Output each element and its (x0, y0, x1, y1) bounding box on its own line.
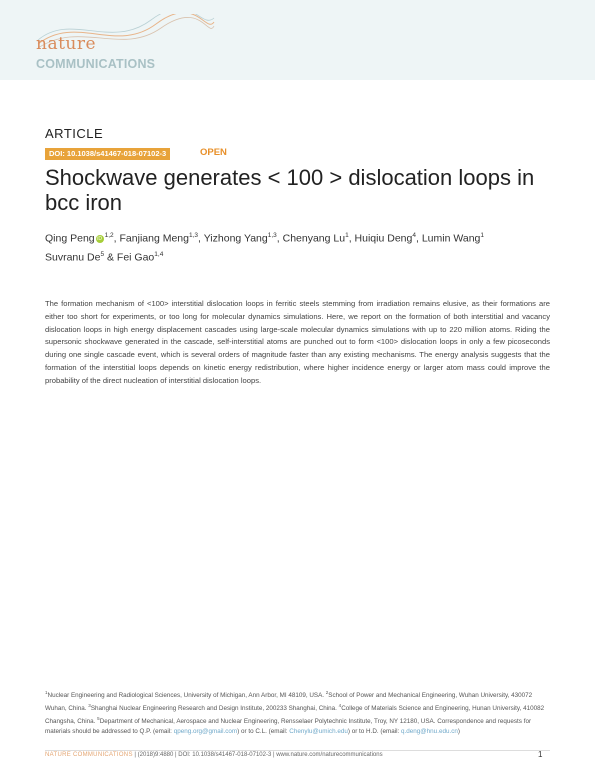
open-access-label: OPEN (200, 147, 227, 158)
footer-citation: | (2018)9:4880 | DOI: 10.1038/s41467-018-07102-3 | www.nature.com/naturecommunications (132, 752, 383, 758)
author-affiliation-sup: 1,3 (188, 232, 199, 239)
abstract-text: The formation mechanism of <100> interstitial dislocation loops in ferritic steels stemming from irradiation remains elusive, as their formations are either too short for experiments, or too long for molecular dynamics simulations. Here, we report on the formation of both interstitial and vacancy dislocation loops in high energy displacement cascades using large-scale molecular dynamics simulations with up to 220 million atoms. Riding the supersonic shockwave generated in the cascade, self-interstitial atoms are punched out to form <100> dislocation loops in only a few picoseconds during one single cascade event, which is several orders of magnitude faster than any existing mechanisms. The energy analysis suggests that the formation of the interstitial loops depends on kinetic energy redistribution, where higher incidence energy or larger atom mass could improve the probability of the direct nucleation of interstitial dislocation loops. (45, 299, 550, 385)
article-title: Shockwave generates < 100 > dislocation loops in bcc iron (45, 165, 535, 215)
correspondence-text: ) or to C.L. (email: (237, 727, 290, 735)
author-affiliation-sup: 1 (480, 232, 484, 239)
affil-4: College of Materials Science and Engineering, Hunan University, 410082 Changsha, China. (45, 704, 545, 725)
footer-divider (45, 750, 550, 751)
affil-5: Department of Mechanical, Aerospace and Nuclear Engineering, Rensselaer Polytechnic Institute, Troy, NY 12180, USA. (99, 717, 438, 725)
email-link-1[interactable]: qpeng.org@gmail.com (173, 727, 238, 735)
logo-nature-text: nature (36, 34, 97, 54)
author-name[interactable]: Chenyang Lu (282, 232, 346, 245)
author-name[interactable]: Lumin Wang (421, 232, 481, 245)
author-separator: , (348, 232, 355, 245)
author-affiliation-sup: 1,4 (154, 250, 164, 258)
affil-3: Shanghai Nuclear Engineering Research and Design Institute, 200233 Shanghai, China. (90, 704, 339, 712)
affil-sup: 5 (97, 715, 100, 721)
author-name[interactable]: Huiqiu Deng (354, 232, 413, 245)
logo-communications-text: COMMUNICATIONS (36, 57, 156, 71)
author-affiliation-sup: 1,3 (267, 232, 277, 239)
email-link-3[interactable]: q.deng@hnu.edu.cn (401, 727, 458, 735)
email-link-2[interactable]: Chenylu@umich.edu (289, 727, 348, 735)
affil-1: Nuclear Engineering and Radiological Sciences, University of Michigan, Ann Arbor, MI 48109, USA. (47, 692, 326, 700)
author-affiliation-sup: 5 (100, 250, 105, 258)
author-name[interactable]: Qing Peng (45, 232, 95, 245)
correspondence-text: Correspondence and requests for materials should be addressed to Q.P. (email: (45, 717, 532, 735)
author-separator: , (198, 232, 204, 245)
affil-sup: 3 (88, 702, 91, 708)
author-affiliation-sup: 1 (345, 232, 349, 239)
author-name[interactable]: Fanjiang Meng (119, 232, 189, 245)
author-separator: , (113, 232, 120, 245)
journal-logo[interactable] (36, 14, 216, 74)
author-name[interactable]: Yizhong Yang (203, 232, 268, 245)
doi-badge[interactable]: DOI: 10.1038/s41467-018-07102-3 (45, 148, 170, 160)
author-name[interactable]: Suvranu De (45, 251, 101, 263)
footer-journal-name: NATURE COMMUNICATIONS (45, 752, 133, 758)
author-separator: , (276, 232, 283, 245)
author-list (45, 228, 550, 265)
author-separator: , (415, 232, 422, 245)
correspondence-text: ) or to H.D. (email: (347, 727, 402, 735)
article-type-label: ARTICLE (45, 126, 104, 141)
affil-2: School of Power and Mechanical Engineering, Wuhan University, 430072 Wuhan, China. (45, 692, 533, 712)
affil-sup: 1 (45, 690, 48, 695)
orcid-icon[interactable]: iD (97, 235, 102, 242)
affil-sup: 2 (325, 690, 329, 695)
author-affiliation-sup: 1,2 (104, 232, 114, 239)
author-affiliation-sup: 4 (412, 232, 416, 239)
correspondence-text: ) (457, 727, 460, 735)
author-separator: & (104, 251, 117, 263)
author-name[interactable]: Fei Gao (116, 251, 155, 263)
page-footer (45, 752, 383, 758)
affiliations (45, 688, 555, 736)
affil-sup: 4 (338, 702, 342, 708)
page-number: 1 (538, 750, 543, 759)
